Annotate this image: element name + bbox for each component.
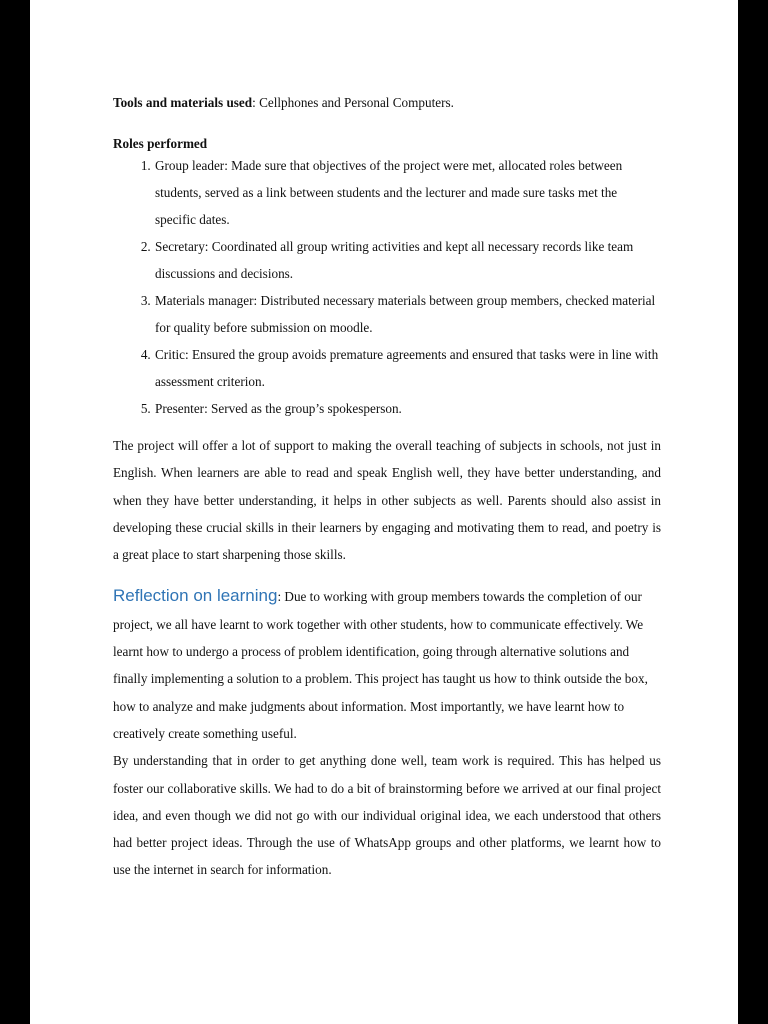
tools-text: : Cellphones and Personal Computers. — [252, 95, 454, 110]
reflection-heading: Reflection on learning — [113, 586, 278, 606]
reflection-paragraph — [113, 582, 661, 747]
roles-list — [113, 152, 661, 422]
role-item-presenter: 5. Presenter: Served as the group’s spokesperson. — [154, 395, 661, 422]
roles-heading: Roles performed — [113, 136, 208, 151]
document-page — [30, 0, 738, 1024]
role-item-critic: 4. Critic: Ensured the group avoids premature agreements and ensured that tasks were in line with assessment criterion. — [154, 341, 661, 395]
tools-label: Tools and materials used — [113, 95, 253, 110]
role-item-group-leader: 1. Group leader: Made sure that objectives of the project were met, allocated roles between students, served as a link between students and the lecturer and made sure tasks met the specific dates. — [154, 152, 661, 233]
role-item-secretary: 2. Secretary: Coordinated all group writing activities and kept all necessary records like team discussions and decisions. — [154, 233, 661, 287]
tools-line — [113, 92, 661, 114]
project-paragraph: The project will offer a lot of support to making the overall teaching of subjects in schools, not just in English. When learners are able to read and speak English well, they have better understanding, and when they have better understanding, it helps in other subjects as well. Parents should also assist in developing these crucial skills in their learners by engaging and motivating them to read, and poetry is a great place to start sharpening those skills. — [113, 438, 661, 563]
teamwork-paragraph: By understanding that in order to get anything done well, team work is required. This has helped us foster our collaborative skills. We had to do a bit of brainstorming before we arrived at our final project idea, and even though we did not go with our individual original idea, we each understood that others had better project ideas. Through the use of WhatsApp groups and other platforms, we learnt how to use the internet in search for information. — [113, 753, 661, 878]
reflection-text: : Due to working with group members towards the completion of our project, we all have learnt to work together with other students, how to communicate effectively. We learnt how to undergo a process of problem identification, going through alternative solutions and finally implementing a solution to a problem. This project has taught us how to think outside the box, how to analyze and make judgments about information. Most importantly, we have learnt how to creatively create something useful. — [113, 589, 648, 741]
role-item-materials-manager: 3. Materials manager: Distributed necessary materials between group members, checked material for quality before submission on moodle. — [154, 287, 661, 341]
document-body — [113, 92, 661, 884]
